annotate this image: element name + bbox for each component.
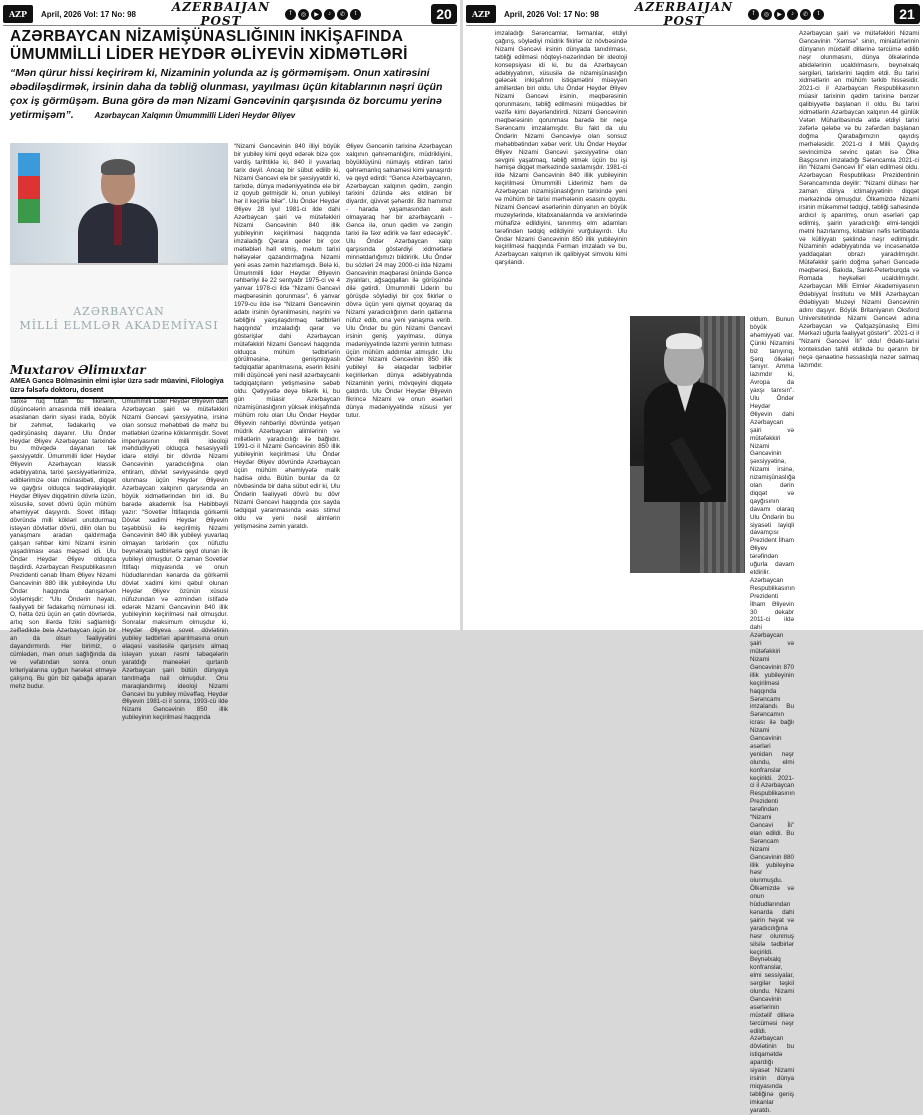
page-number: 20	[431, 4, 457, 24]
youtube-icon[interactable]: ▶	[311, 9, 322, 20]
social-icons	[748, 9, 824, 20]
desk-text-line2: MİLLİ ELMLƏR AKADEMİYASI	[19, 319, 219, 332]
newspaper-logo: AZP	[466, 5, 496, 23]
author-name: Muxtarov Əlimuxtar	[10, 363, 146, 377]
masthead: AZERBAIJAN POST	[634, 0, 734, 28]
twitter-icon[interactable]: t	[350, 9, 361, 20]
issue-dateline: April, 2026 Vol: 17 No: 98	[41, 9, 136, 19]
pull-quote	[10, 66, 452, 123]
tiktok-icon[interactable]: ♪	[787, 9, 798, 20]
author-photo	[10, 143, 228, 361]
whatsapp-icon[interactable]: ✆	[337, 9, 348, 20]
article-column-4: Əliyev Gəncənin tarixinə Azərbaycan xalqının qəhrəmanlığını, müdrikliyini, böyüklüyünü nümayiş etdirən tarixi qəhrəmanlıq salnaməsi kimi yanaşırdı və qeyd edirdi: “Gəncə Azərbaycanın, Azərbaycan xalqının qədim, zəngin tarixini özündə əks etdirən bir diyardır, qüvvət şəhərdir. Biz hamımız - harada yaşamasından asılı olmayaraq hər bir azərbaycanlı - Gəncə ilə, onun qədim və zəngin tarixi ilə fəxr edirik və fəxr edəcəyik”. Ulu Öndər Azərbaycan xalqı qarşısında göstərdiyi xidmətlərə minnətdarlığımızı bildiririk. Ulu Öndər bu sözləri 24 may 2000-ci ildə Nizami Gəncəvinin məqbərəsi önündə Gəncə ziyalıları, ağsaqqalları ilə görüşündə dilə gətirdi. Ümummilli Liderin bu görüşdə söylədiyi bir çox fikirlər o dövrə üçün yeni qiymət qoyaraq da Nizami yaradıcılığının dərin qatlarına nüfuz edib, ona yeni yanaşma verib. Ulu Öndər bu gün Nizami Gəncəvi irsinin geniş yayılması, dünya mədəniyyətində lazımi yerinin tutması üçün mühüm addımlar atmışdır. Ulu Öndər Nizami Gəncəvinin 850 illik yubileyi ilə əlaqədar tədbirlər keçirilərkən dünya ədəbiyyatında Nizaminin yerini, mövqeyini diqqətə çatdırdı. Ulu Öndər Heydər Əliyevin fikrincə Nizami və onun əsərləri dünya mədəniyyətində xüsusi yer tutur.	[346, 143, 452, 419]
page-21	[463, 0, 923, 1114]
desk-text-line1: AZƏRBAYCAN	[73, 305, 165, 318]
article-column-1: Tarixə ruq tutan bu fikirlərin, düşüncələrin arxasında milli idealara əsaslanan dərin siyasi irada, böyük bir zəhmət, fədakarlıq və qədirşünaslıq dayanır. Ulu Öndər Heydər Əliyev Azərbaycan tarixində bu mövqedə dayanan tək şəxsiyyətdir. Ümummilli lider Heydər Əliyevin Azərbaycan klassik ədəbiyyatına, tarixi şəxsiyyətlərimizə, ədiblərimizə olan münasibəti, diqqət və qayğısı olduqca təqdirəlayiqdir. Heydər Əliyev diqqətinin dövrlə üzün, xüsusilə, sovet dövrü üçün mühüm əhəmiyyət daşıyırdı. Sovet ittifaqı dövründə milli kökləri unutdurmaq istəyən dövlətlər dövrü, dilin olan bu yanaşmanı aradan qaldırmağa çalışan rəhbər kimi Nizami irsinin yaşadılması əsas məqsəd idi. Ulu Öndər Heydər Əliyev olduqca tləşdirdi. Azərbaycan Respublikasının Prezidenti cənab İlham Əliyev Nizami Gəncəvinin 880 illik yubileyində Ulu Öndər haqqında danışarkən söyləmişdir: “Ulu Öndərin həyatı, fəaliyyəti bir fədakarlıq nümunəsi idi. O, hətta özü üçün ən çətin dövrlərdə, artıq son illərdə fiziki sağlamlığı zəiflədikdə belə Azərbaycan üçün bir an da olsun fəaliyyətini dayandırmırdı. Her birimiz, o cümlədən, mən onun sağlığında da ve vəfatından sonra onun kriteriyalarına uyğun hərəkət etməyə çalışırıq. Bu gün biz qabağa aparan mehz budur.	[10, 398, 116, 690]
instagram-icon[interactable]: ◎	[298, 9, 309, 20]
instagram-icon[interactable]: ◎	[761, 9, 772, 20]
quote-author: Azərbaycan Xalqının Ümummilli Lideri Heydər Əliyev	[94, 111, 296, 120]
page-header	[466, 0, 920, 28]
youtube-icon[interactable]: ▶	[774, 9, 785, 20]
issue-dateline: April, 2026 Vol: 17 No: 98	[504, 9, 599, 19]
heydar-aliyev-photo	[630, 316, 745, 573]
tiktok-icon[interactable]: ♪	[324, 9, 335, 20]
flag-image	[18, 153, 40, 223]
header-divider	[3, 25, 457, 26]
author-role: AMEA Gəncə Bölməsinin elmi işlər üzrə sədr müavini, Filologiya üzrə fəlsəfə doktoru, dosent	[10, 378, 224, 394]
article-column-3: Azərbaycan şairi və mütəfəkkiri Nizami Gəncəvinin “Xəmsə” sinin, miniatürlərinin dünyanın müxtəlif dillərinə tərcümə edilib nəşr olunmasını, dünya ölkələrində abidələrinin ucaldılmasını, beynəlxalq sərgiləri, tarixlərini təqdim etdi. Bu tarixi xidmətlərin ən mühüm tərkib hissəsidir. 2021-ci il Azərbaycan Respublikasının müasir tarixinin qədim tarixinə bənzər qalibiyyətlə başlanan il oldu. Bu tarixi xidmətlərin Azərbaycan xalqının 44 günlük Vətən Müharibəsində əldə etdiyi tarixi zəfərlə qələbə və bu zəfərdən başlanan doğma Qarabağımızın qayıdış mərhələsidir. 2021-ci il Milli Qayıdış sevincimizə sevinc qatan isə Ölkə Başçısının imzaladığı Sərəncamla 2021-ci ilin “Nizami Gəncəvi İli” elan edilməsi oldu. Azərbaycan Respublikası Prezidentinin Sərəncamında deyilir: “Nizami dühası hər zaman dünya ictimaiyyətinin diqqət mərkəzində olmuşdur. Ölkəmizdə Nizami irsinin mükəmməl tədqiqi, təbliği sahəsində ardıcıl iş aparılmış, onun əsərləri çap edilmiş, şairin yaradıcılığı elmi-tənqidi mətni hazırlanmış, kitabları nəfis tərtibatda və külliyyatı şəklində nəşr edilmişdir. Nizaminin ədəbiyyatında və incəsənətdə yaddaqalan obrazı yaradılmışdır. Mütəfəkkir şairin doğma şəhəri Gəncədə məqbərəsi, Bakıda, Sankt-Peterburqda və Romada heykəlləri ucaldılmışdır. Azərbaycan Milli Elmlər Akademiyasının Ədəbiyyat İnstitutu ve Milli Azərbaycan Ədəbiyyatı Muzeyi Nizami Gəncəvinin adını daşıyır. Böyük Britaniyanın Oksford Universitetində Nizami Gəncəvi adına Azərbaycan və Qafqazşünaslıq Elmi Mərkəzi uğurla fəaliyyət göstərir”. 2021-ci il “Nizami Gəncəvi İli” oldu! Ədəbi-tarixi konteksdən tahlil etdikdə bu qərarın bir neçə qənaətinə həssaslıqla nəzər salmaq lazımdır.	[799, 30, 919, 370]
newspaper-logo: AZP	[3, 5, 33, 23]
header-divider	[466, 25, 920, 26]
academy-desk	[10, 263, 228, 361]
facebook-icon[interactable]: f	[748, 9, 759, 20]
whatsapp-icon[interactable]: ✆	[800, 9, 811, 20]
article-column-3: “Nizami Gəncəvinin 840 illiyi böyük bir yubiley kimi qeyd edərək bizə çox vərdiş tarihtiklə ki, 840 il yuvarlaq tarix deyil. Ancaq bir sübut edilib ki, Nizami Gəncəvi elə bir şəxsiyyətdir ki, tarixdə, dünya mədəniyyətində elə bir iz qoyub getmişdir ki, onun yubileyi hər il keçirilə bilər”. Ulu Öndər Heydər Əliyev 28 iyul 1981-ci ilde dahi Azərbaycan şairi və mütəfəkkiri Nizami Gəncəvinin 840 illik yubileyinin keçirilməsi haqqında imzaladığı Qərara qeder bir çox mətləbləri həll etmiş, məlum tarixi həlləyələr qazandırmağına Nizami yeni əsas zəmin hazırlamışdı. Belə ki, Ümummilli lider Heydər Əliyevin rəhbərliyi ilə 22 sentyabr 1975-ci ve 4 yanvar 1978-ci ildə “Nizami Gəncəvi məqbərəsinin qorunması”, 6 yanvar 1979-cu ildə isə “Nizami Gəncəvinin adabı irsinin öyrənilməsini, nəşrini və təbliğini yaxşılaşdırmaq tədbirləri haqqında” imzaladığı qərar və göstərişlər dahi Azərbaycan mütəfəkkiri Nizami Gəncəvi haqqında olduqca mühüm tədbirlərin görülməsinə, genişmiqyaslı tədqiqatlar aparılmasına, əsərin ikisini milli düşüncəli yeni nəsil azərbaycanlı tədqiqatçıların yetişməsinə səbəb oldu. Qətiyyətlə deyə bilərik ki, bu gün müasir Azərbaycan nizamişünaslığının yüksək inkişafında mühüm rolu olan Ulu Öndər Heydər Əliyevin rəhbərliyi dövründə yetişən müdrik Azərbaycan alimlərinin və millətlərin yaradıcılığı ilə bağlıdır. 1991-ci il Nizami Gəncəvinin 850 illik yubileyinin keçirilməsi Ulu Öndər Heydər Əliyev dövründə Azərbaycan üçün mühüm əhəmiyyətə malik hadisə oldu. Bütün bunlar da öz növbəsində bir daha sübut edir ki, Ulu Öndərin fəaliyyəti dövrü bu dövr Nizami Gəncəvi haqqında çox sayda tədqiqat yaranmasında əsas stimul oldu və yeni nəsil alimlərin yetişməsinə zəmin yaratdı.	[234, 143, 340, 530]
author-caption	[10, 363, 228, 399]
facebook-icon[interactable]: f	[285, 9, 296, 20]
social-icons	[285, 9, 361, 20]
page-number: 21	[894, 4, 920, 24]
article-column-2: Ümummilli Lider Heydər Əliyevin dahi Azərbaycan şairi və mütəfəkkiri Nizami Gəncəvi şəxsiyyətinə, irsinə olan sonsuz məhəbbəti də məhz bu mətləbləri üzərinə köklənmişdir. Sovet imperiyasının milli ideoloji məhdudiyyəti olduqca hesasiyyətli idarə etdiyi bir dövrdə Nizami Gəncəvinin yaradıcılığına olan ehtiram, dövlət səviyyəsində qeyd olunması üçün Heydər Əliyevin Azərbaycan xalqının qarşısında ən böyük xidmətlərindən biri idi. Bu barədə akademik İsa Həbibbəyli yazır: “Sovetlər İttifaqında görkəmli Dövlət xadimi Heydər Əliyevin təşəbbüsü ilə keçirilmiş Nizami Gəncəvinin 840 illik yubileyi yuvarlaq olmayan tarixlərin çox nüfuzlu beynəlxalq tədbirlərlə qeyd olunan ilk yubileyi olmuşdur. O zaman Sovetlər İttifaqı miqyasında ve onun hüdudlarından kənarda da görkəmli dövlət xadimi kimi qəbul olunan Heydər Əliyev özünün xüsusi nüfuzundan və əzmindən istifadə edərək Nizami Gəncəvinin 840 illik yubileyinin keçirilməsi nail olmuşdur. Sonralar maksimum olmuşdur ki, Heydər Əliyeva sovet dövlətinin yubiley tədbirləri aparılmasına onun əlaqəsi vasitəsilə qarşısını almaq istəyən yuxarı rəsmi təbəqələrin yaratdığı maneələri qurtarıb Azərbaycan şairi bütün dünyaya tanıtmağa nail olmuşdur. Onu maraqlandırmış ideoloji Nizami Gəncəvi bu yubiley müvəffəq. Heydər Əliyevin 1981-ci il sonra, 1993-cü ilde Nizami Gəncəvinin 850 illik yubileyinin keçirilməsi haqqında	[122, 398, 228, 722]
twitter-icon[interactable]: t	[813, 9, 824, 20]
article-column-1: imzaladığı Sərəncamlar, fərmanlar, etdiyi çağırış, söylədiyi müdrik fikirlər öz növbəsində Nizami Gəncəvi irsinin dünyada tanıdılması, təbliği edilməsi nöqteyi-nəzərindən bir ideoloji konsepsiyası idi ki, bu da Azərbaycan ədəbiyyatının, xüsusilə də nizamişünaslığın gələcək inkişafının istiqamətini müəyyən amillərdən biri oldu. Ulu Öndər Heydər Əliyev Nizami Gəncəvi irsinin, məqbərəsinin qorunmasını, təbliğ edilməsini müqəddəs bir vəzifə kimi dəyərləndirirdi. Nizami Gəncəvinin məqbərəsinin qorunması barədə bir neçə Sərəncamı imzalamışdır. Bu fakt da ulu Öndərin Nizami Gəncəviyə olan sonsuz məhəbbətindən xəbər verir. Ulu Öndər Heydər Əliyev Nizami Gəncəvi şəxsiyyətinə olan sevgini yaşatmaq, təbliğ etmək üçün bu işi həmişə diqqət mərkəzində saxlamışdır. 1981-ci ildə Nizami Gəncəvinin 840 illik yubileyinin keçirilməsi Ümummilli Liderimiz həm də Azərbaycan nizamişünaslığının tarixində yeni və mühüm bir tarixi mərhələnin əsasını qoydu. Nizami Gəncəvi əsərlərinin dünyanın ən böyük muzeylərində, kitabxanalarında və arxivlərində mühafizə edildiyini, tanınmış elm adamları tərəfindən tədqiq edildiyini vurğulayırdı. Ulu Öndər Nizami Gəncəvinin 850 illik yubileyinin keçirilməsi haqqında Fərman imzaladı və bu, Azərbaycan xalqının ilk qalibiyyət simvolu kimi qarşılandı.	[495, 30, 627, 267]
page-header	[3, 0, 457, 28]
quote-text: “Mən qürur hissi keçirirəm ki, Nizaminin yolunda az iş görməmişəm. Onun xatirəsini əbədiləşdirmək, irsinin daha da təbliğ olunması, yayılması üçün kitablarının nəşri üçün çox iş görmüşəm. Buna görə də mən Nizami Gəncəvinin qarşısında öz borcumu yerinə yetirmişəm”.	[10, 67, 443, 121]
masthead: AZERBAIJAN POST	[171, 0, 271, 28]
page-20	[0, 0, 460, 722]
article-column-2: oldum. Bunun böyük əhəmiyyəti var. Çünki Nizamini biz tanıyırıq, Şərq ölkələri tanıyır. Amma lazımdır ki, Avropa da yaxşı tanısın”. Ulu Öndər Heydər Əliyevin dahi Azərbaycan şairi və mütəfəkkiri Nizami Gəncəvinin şəxsiyyətinə, Nizami irsinə, nizamişünaslığa olan dərin diqqət və qayğısının davamı olaraq Ulu Öndərin bu siyasəti layiqli davamçısı Prezident İlham Əliyev tərəfindən uğurla davam etdirilir. Azərbaycan Respublikasının Prezidenti İlham Əliyevin 30 dekabr 2011-ci ildə dahi Azərbaycan şairi və mütəfəkkiri Nizami Gəncəvinin 870 illik yubileyinin keçirilməsi haqqında Sərəncamı imzalandı. Bu Sərəncamın icrası ilə bağlı Nizami Gəncəvinin əsərləri yenidən nəşr olundu, elmi konfranslar keçirildi. 2021-ci il Azərbaycan Respublikasının Prezidenti tərəfindən “Nizami Gəncəvi İli” elan edildi. Bu Sərəncam Nizami Gəncəvinin 880 illik yubileyinə həsr olunmuşdu. Ölkəmizdə və onun hüdudlarından kənarda dahi şairin həyat və yaradıcılığına həsr olunmuş silsilə tədbirlər keçirildi. Beynəlxalq konfranslar, elmi sessiyalar, sərgilər təşkil olundu. Nizami Gəncəvinin əsərlərinin müxtəlif dillərə tərcüməsi nəşr edildi. Azərbaycan dövlətinin bu istiqamətdə apardığı siyasət Nizami irsinin dünya miqyasında təbliğinə geniş imkanlar yaratdı.	[750, 316, 796, 1114]
article-headline: AZƏRBAYCAN NİZAMİŞÜNASLIĞININ İNKİŞAFINDA ÜMUMMİLLİ LİDER HEYDƏR ƏLİYEVİN XİDMƏTLƏRİ	[10, 28, 408, 63]
